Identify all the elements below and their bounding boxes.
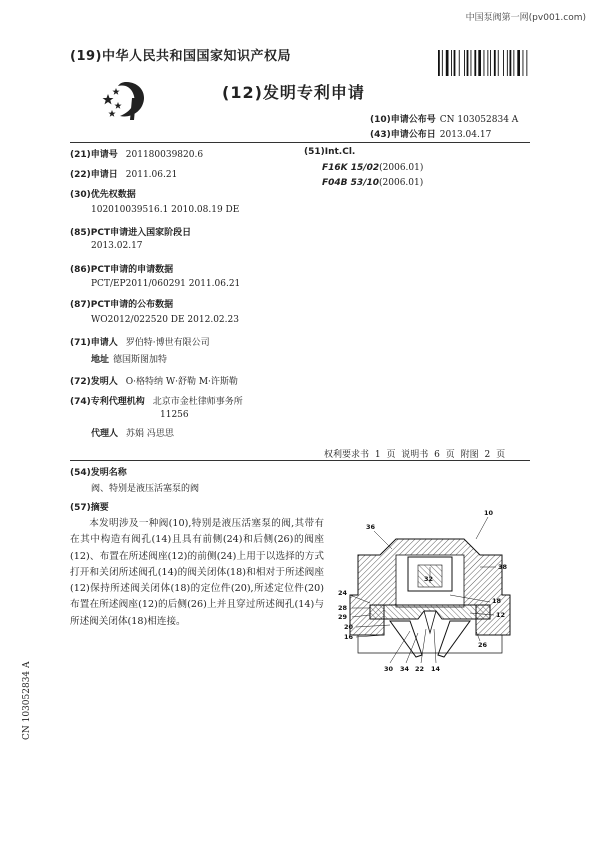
publication-date-row [370,127,491,140]
address-value: 德国斯图加特 [113,355,168,365]
publication-date: 2013.04.17 [439,130,492,140]
applicant-field [70,335,210,348]
agent-names: 苏娟 冯思思 [126,429,174,439]
pct-entry-label: (85)PCT申请进入国家阶段日 [70,228,192,238]
application-number: 201180039820.6 [125,150,204,160]
valve-seat [370,605,490,619]
invention-title: 阀、特别是液压活塞泵的阀 [91,484,200,494]
agent-field [91,426,174,439]
publication-date-label: (43)申请公布日 [370,130,436,140]
publication-number-label: (10)申请公布号 [370,115,436,125]
address-field [91,352,167,365]
inventors-names: O·格特纳 W·舒勒 M·许斯勒 [125,377,238,387]
figure-label-20: 20 [344,623,354,631]
abstract-label: (57)摘要 [70,503,109,513]
pct-publication-label: (87)PCT申请的公布数据 [70,300,174,310]
abstract-text: 本发明涉及一种阀(10),特别是液压活塞泵的阀,其带有在其中构造有阀孔(14)且具有前侧(24)和后侧(26)的阀座(12)、布置在所述阀座(12)的前侧(24)上用于以选择的方式打开和关闭所述阀孔(14)的阀关闭体(18)和相对于所述阀座(12)保持所述阀关闭体(18)的定位件(20),所述定位件(20)布置在所述阀座(12)的后侧(26)上并且穿过所述阀孔(14)与所述阀关闭体(18)相连接。 [70,518,324,627]
agency-code: 11256 [160,410,189,420]
middle-rule [70,460,530,461]
page-count-summary: 权利要求书 1 页 说明书 6 页 附图 2 页 [324,450,506,460]
pct-application-data: PCT/EP2011/060291 2011.06.21 [91,279,241,289]
sipo-logo-icon [96,78,156,122]
priority-label: (30)优先权数据 [70,190,136,200]
ipc-code-1: F16K 15/02 [322,163,380,173]
agent-label: 代理人 [91,429,119,439]
filing-date: 2011.06.21 [125,170,178,180]
applicant-label: (71)申请人 [70,338,118,348]
filing-date-label: (22)申请日 [70,170,118,180]
figure-label-32: 32 [424,575,434,583]
figure-label-18: 18 [492,597,502,605]
filing-date-field [70,167,177,180]
ipc-code-2: F04B 53/10 [322,178,380,188]
ipc-class-1 [322,163,423,173]
figure-label-24: 24 [338,589,348,597]
pct-application-label: (86)PCT申请的申请数据 [70,265,174,275]
pct-publication-data: WO2012/022520 DE 2012.02.23 [91,315,239,325]
applicant-name: 罗伯特·博世有限公司 [125,338,210,348]
side-publication-number: CN 103052834 A [22,661,32,740]
address-label: 地址 [91,355,110,365]
invention-title-label: (54)发明名称 [70,468,127,478]
figure-label-22: 22 [415,665,425,673]
ipc-class-2 [322,178,423,188]
figure-label-14: 14 [431,665,441,673]
figure-label-38: 38 [498,563,508,571]
figure-label-16: 16 [344,633,354,641]
figure-label-30: 30 [384,665,394,673]
inventors-field [70,374,238,387]
application-number-field [70,147,203,160]
ipc-version-2: (2006.01) [379,178,424,188]
figure-label-26: 26 [478,641,488,649]
document-title: (12)发明专利申请 [222,83,365,102]
agency-field [70,394,243,407]
agency-name: 北京市金杜律师事务所 [152,397,243,407]
figure-label-10: 10 [484,509,494,517]
figure-label-28: 28 [338,604,348,612]
figure-label-36: 36 [366,523,376,531]
barcode [438,50,558,76]
patent-office-name: (19)中华人民共和国国家知识产权局 [70,49,291,64]
figure-label-12: 12 [496,611,506,619]
priority-data: 102010039516.1 2010.08.19 DE [91,205,240,215]
inventors-label: (72)发明人 [70,377,118,387]
figure-label-29: 29 [338,613,348,621]
agency-label: (74)专利代理机构 [70,397,145,407]
pct-entry-date: 2013.02.17 [91,241,143,251]
figure-label-34: 34 [400,665,410,673]
valve-drawing [330,505,530,675]
publication-number: CN 103052834 A [439,115,519,125]
watermark-text: 中国泵阀第一网(pv001.com) [465,13,586,23]
ipc-label: (51)Int.Cl. [304,147,356,157]
application-number-label: (21)申请号 [70,150,118,160]
publication-number-row [370,112,518,125]
retainer [390,621,470,657]
header-rule [70,142,530,143]
ipc-version-1: (2006.01) [379,163,424,173]
